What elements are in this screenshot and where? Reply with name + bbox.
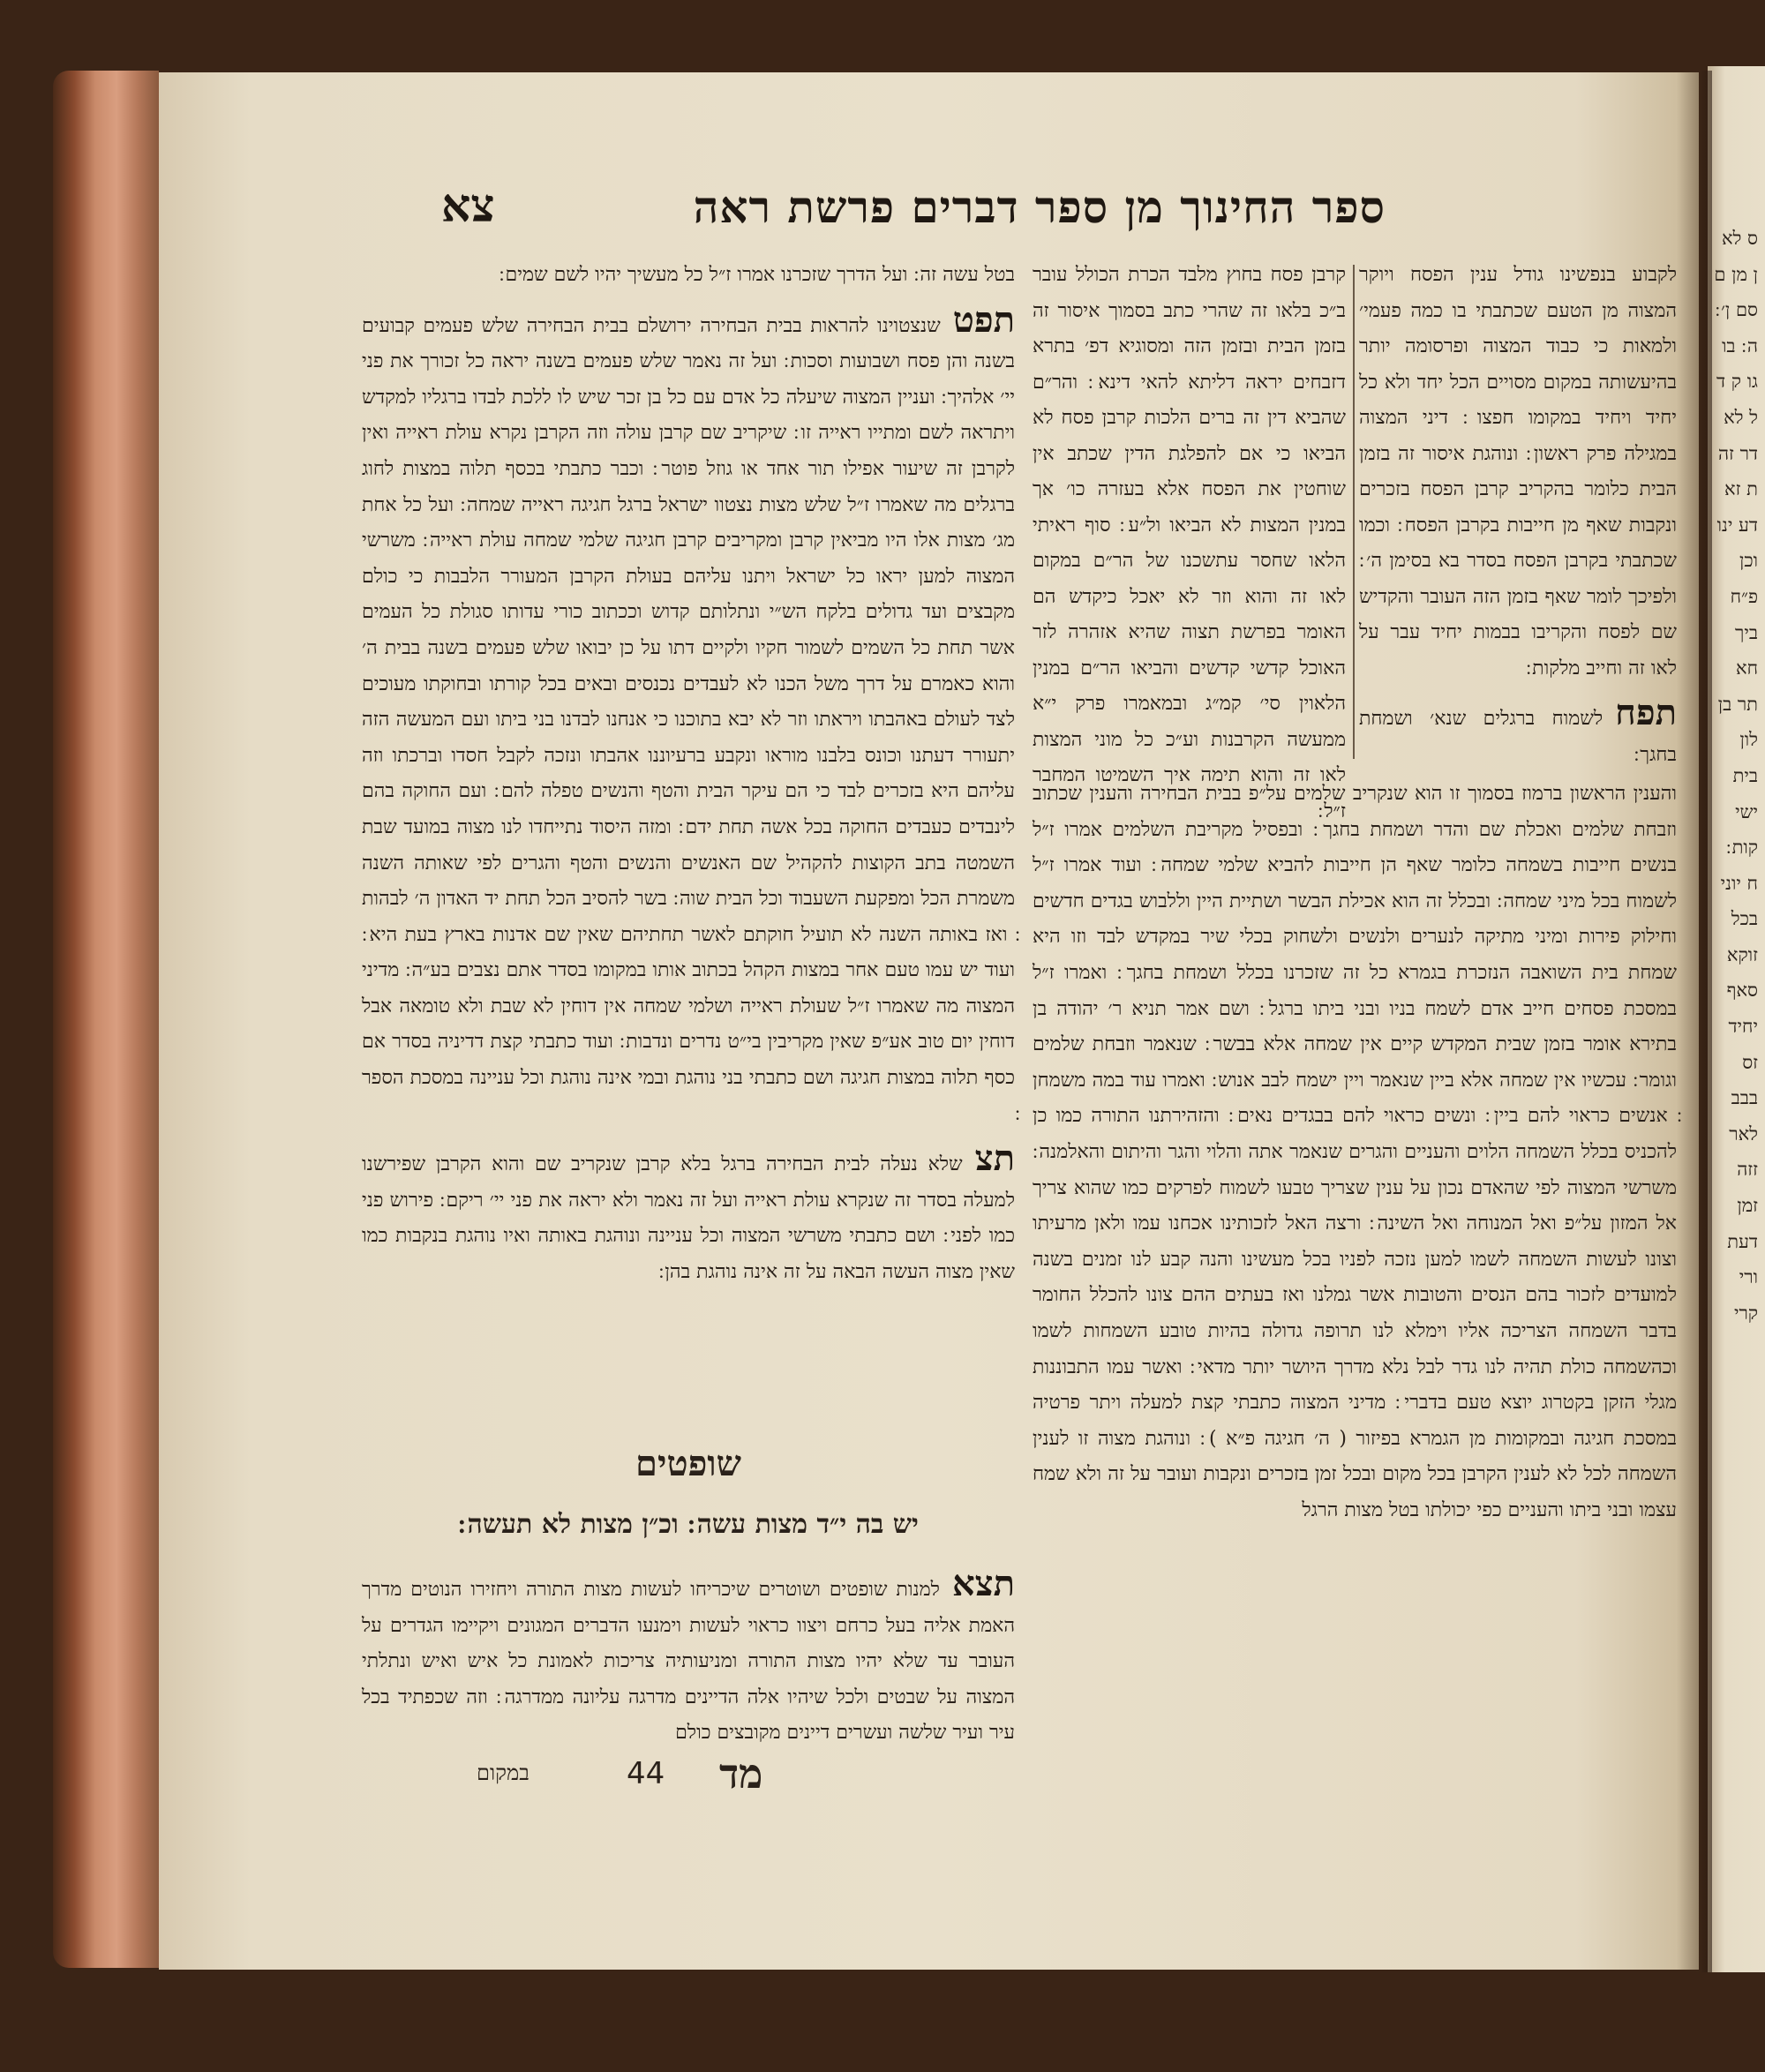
section-title: שופטים xyxy=(635,1443,741,1484)
mitzvah-number-490: תצ xyxy=(974,1137,1015,1180)
column-left-intro: בטל עשה זה ׃ ועל הדרך שזכרנו אמרו ז״ל כל מעשיך יהיו לשם שמים ׃ xyxy=(499,264,1015,286)
column-middle xyxy=(1033,258,1346,822)
mitzvah-488-text: לשמוח ברגלים שנא׳ ושמחת בחגך ׃ xyxy=(1359,708,1677,766)
signature-hebrew: מד xyxy=(719,1750,763,1798)
column-bottom-text: והענין הראשון ברמוז בסמוך זו הוא שנקריב שלמים על״פ בבית הבחירה והענין שכתוב וזבחת שלמים ואכלת שם והדר ושמחת בחגך ׃ ובפסיל מקריבת השלמים אמרו ז״ל בנשים חייבות בשמחה כלומר שאף הן חייבות להביא שלמי שמחה ׃ ועוד אמרו ז״ל לשמוח בכל מיני שמחה ׃ ובכלל זה הוא אכילת הבשר ושתיית היין וללבוש בגדים חדשים וחילוק פירות ומיני מתיקה לנערים ולנשים ולשחוק בכלי שיר במקדש לבד וזו היא שמחת בית השואבה הנזכרת בגמרא כל זה שזכרנו בכלל ושמחת בחגך ׃ ואמרו ז״ל במסכת פסחים חייב אדם לשמח בניו ובני ביתו ברגל ׃ ושם אמר תניא ר׳ יהודה בן בתירא אומר בזמן שבית המקדש קיים אין שמחה אלא בבשר ׃ שנאמר וזבחת שלמים וגומר ׃ עכשיו אין שמחה אלא ביין שנאמר ויין ישמח לבב אנוש ׃ ואמרו עוד במה משמחן ׃ אנשים כראוי להם ביין ׃ ונשים כראוי להם בבגדים נאים ׃ והזהירתנו התורה כמו כן להכניס בכלל השמחה הלוים והעניים והגרים שנאמר אתה והלוי והגר והיתום והאלמנה ׃ משרשי המצוה לפי שהאדם נכון על ענין שצריך טבעו לשמוח לפרקים כמו שהוא צריך אל המזון על״פ ואל המנוחה ואל השינה ׃ ורצה האל לזכותינו אכחנו עמו ולאן מרעיתו וצונו לעשות השמחה לשמו למען נזכה לפניו בכל מעשינו והנה קבע לנו זמנים בשנה למועדים לזכור בהם הנסים והטובות אשר גמלנו ואז בעתים ההם צונו להכלל החומר בדבר השמחה הצריכה אליו וימלא לנו תרופה גדולה בהיות טובע השמחות לשמו וכהשמחה כולת תהיה לנו גדר לבל נלא מדרך היושר יותר מדאי ׃ ואשר עמו התבוננות מגלי הזקן בקטרוג יוצא טעם בדברי ׃ מדיני המצוה כתבתי קצת למעלה ויתר פרטיה במסכת חגיגה ובמקומות מן הגמרא בפיזור ( ה׳ חגיגה פ״א ) ׃ ונוהגת מצוה זו לענין השמחה לכל לא לענין הקרבן בכל מקום ובכל זמן בזכרים ונקבות ועובר על זה ולא שמח עצמו ובני ביתו והעניים כפי יכולתו בטל מצות הרגל xyxy=(1033,783,1677,1521)
mitzvah-489-text: שנצטוינו להראות בבית הבחירה ירושלם בבית הבחירה שלש פעמים קבועים בשנה והן פסח ושבועות וסכות ׃ ועל זה נאמר שלש פעמים בשנה יראה כל זכורך את פני יי׳ אלהיך ׃ ועניין המצוה שיעלה כל אדם עם כל בן זכר שיש לו ללכת לבדו ברגליו למקדש ויתראה לשם ומתייו ראייה זו ׃ שיקריב שם קרבן עולה וזה הקרבן נקרא עולת ראייה ואין לקרבן זה שיעור אפילו תור אחד או גוזל פוטר ׃ וכבר כתבתי בכסף תלוה במצות לחוג ברגלים מה שאמרו ז״ל שלש מצות נצטוו ישראל ברגל חגיגה ראייה שמחה ׃ ועל כל אחת מג׳ מצות אלו היו מביאין קרבן ומקריבים קרבן חגיגה שלמי שמחה עולת ראייה ׃ משרשי המצוה למען יראו כל ישראל ויתנו עליהם בעולת הקרבן המעורר הלבבות כי כולם מקבצים ועד גדולים בלקח הש״י ונתלותם קדוש וככתוב כורי עדותו סגולת כל העמים אשר תחת כל השמים לשמור חקיו ולקיים דתו על כן יבואו שלש פעמים בשנה בבית ה׳ והוא כאמרם על דרך משל הכנו לא לעבדים נכנסים ובאים בכל קורתו ובחוקתו מעוכים לצד לעולם באהבתו ויראתו וזר לא יבא בתוכנו כי אנחנו לבדנו בני ביתו ועם המעשה הזה יתעורר דעתנו וכונס בלבנו מוראו ונקבע ברעיוננו אהבתו ונזכה לקבל חסדו וברכתו וזה עליהם היא בזכרים לבד כי הם עיקר הבית והטף והנשים טפלה להם ׃ ועם החוקה בהם לינבדים כעבדים החוקה בכל אשה תחת ידם ׃ ומזה היסוד נתייחדו לנו מצוה במועד שבת השמטה בתב הקוצות להקהיל שם האנשים והנשים והטף והגרים לפי שאותה השנה משמרת הכל ומפקעת השעבוד וכל הבית שוה ׃ בשר להסיב הכל תחת יד האדון ה׳ לבהות ׃ ואז באותה השנה לא תועיל חוקתם לאשר תחתיהם שאין שם אדנות בארץ בעת היא ועוד יש עמו טעם אחר במצות הקהל בכתוב אותו במקומו בסדר אתם נצבים בע״ה ׃ מדיני המצוה מה שאמרו ז״ל שעולת ראייה ושלמי שמחה אין דוחין לא שבת ולא טומאה אבל דוחין יום טוב אע״פ שאין מקריבין בי״ט נדרים ונדבות ׃ ועוד כתבתי קצת דדיניה בסדר אם כסף תלוה במצות חגיגה ושם כתבתי בני נוהגת ובמי אינה נוהגת וכל עניינה במסכת הספר xyxy=(362,314,1015,1090)
column-bottom-right xyxy=(1033,777,1677,1800)
catch-word: במקום xyxy=(477,1760,530,1785)
running-title: ספר החינוך מן ספר דברים פרשת ראה xyxy=(693,181,1386,233)
facing-page-fragments: ס לא ן מן ם סם ן׳ ׃ ה ׃ בו גו ק ד ל לא דר זה ת זא דע ינו וכן פ״ח ביך חא תר בן לון בית ישי קות ׃ ח יוני בכל זוקא סאף יחיד זס בבב לאר זזה זמן דעת ורי קרי xyxy=(1714,228,1758,1324)
mitzvah-491-text: למנות שופטים ושוטרים שיכריחו לעשות מצות התורה ויחזירו הנוטים מדרך האמת אליה בעל כרחם ויצוו כראוי לעשות וימנעו הדברים המגונים ויקיימו הגדרים על העובר עד שלא יהיו מצות התורה ומניעותיה צריכות לאמונת כל איש ואיש ונתלתי המצוה על שבטים ולכל שיהיו אלה הדיינים מדרגה עליונה ממדרגה ׃ וזה שכפתיד בכל עיר ועיר שלשה ועשרים דיינים מקובצים כולם xyxy=(362,1579,1015,1745)
column-left xyxy=(362,258,1015,1414)
mitzvah-number-491: תצא xyxy=(951,1563,1015,1604)
column-lower-left xyxy=(362,1563,1015,1745)
section-mitzvot-count: יש בה י״ד מצות עשה ׃ וכ״ן מצות לא תעשה ׃ xyxy=(458,1509,919,1540)
folio-number: צא xyxy=(441,179,495,233)
book-fore-edge xyxy=(53,71,159,1968)
column-right xyxy=(1359,258,1677,769)
mitzvah-number-488: תפח xyxy=(1615,692,1677,733)
column-right-text: לקבוע בנפשינו גודל ענין הפסח ויוקר המצוה מן הטעם שכתבתי בו כמה פעמי׳ ולמאות כי כבוד המצוה ופרסומה יותר בהיעשותה במקום מסויים הכל יחד ולא כל יחיד ויחיד במקומו חפצו ׃ דיני המצוה במגילה פרק ראשון ׃ ונוהגת איסור זה בזמן הבית כלומר בהקריב קרבן הפסח בזכרים ונקבות שאף מן חייבות בקרבן הפסח ׃ וכמו שכתבתי בקרבן הפסח בסדר בא בסימן ה׳ ׃ ולפיכך לומר שאף בזמן הזה העובר והקדיש שם לפסח והקריבו בבמות יחיד עבר על לאו זה וחייב מלקות ׃ xyxy=(1359,264,1677,679)
page-header xyxy=(371,172,1624,251)
mitzvah-number-489: תפט xyxy=(952,298,1015,341)
gutter-shadow xyxy=(1677,71,1712,1972)
mitzvah-491-paragraph xyxy=(362,1563,1015,1752)
mitzvah-489-paragraph xyxy=(362,298,1015,1133)
mitzvah-490-text: שלא נעלה לבית הבחירה ברגל בלא קרבן שנקריב שם והוא הקרבן שפירשנו למעלה בסדר זה שנקרא עולת ראייה ועל זה נאמר ולא יראה את פני יי׳ ריקם ׃ פירוש פני כמו לפני ׃ ושם כתבתי משרשי המצוה וכל עניינה ונוהגת באותה ואיו נוהגת בנקבות כמו שאין מצוה העשה הבאה על זה אינה נוהגת בהן ׃ xyxy=(362,1153,1015,1284)
mitzvah-488-paragraph xyxy=(1359,692,1677,773)
column-divider xyxy=(1353,265,1355,759)
mitzvah-490-paragraph xyxy=(362,1137,1015,1290)
signature-number: 44 xyxy=(627,1756,665,1791)
column-middle-text: קרבן פסח בחוץ מלבד הכרת הכולל עובר ב״כ בלאו זה שהרי כתב בסמוך איסור זה בזמן הבית ובזמן הזה ומסוגיא דפ׳ בתרא דזבחים יראה דליתא להאי דינא ׃ והר״ם שהביא דין זה ברים הלכות קרבן פסח לא הביאו כי אם להפלגת הדין שכתב אין שוחטין את הפסח אלא בעזרה כו׳ אך במנין המצות לא הביאו ול״ע ׃ סוף ראיתי הלאו שחסר עתשכנו של הר״ם במקום לאו זה והוא וזר לא יאכל כיקדש הם האומר בפרשת תצוה שהיא אזהרה לזר האוכל קדשי קדשים והביאו הר״ם במנין הלאוין סי׳ קמ״ג ובמאמרו פרק י״א ממעשה הקרבנות וע״כ כל מוני המצות לאו זה והוא תימה איך השמיטו המחבר ז״ל ׃ xyxy=(1033,264,1346,822)
